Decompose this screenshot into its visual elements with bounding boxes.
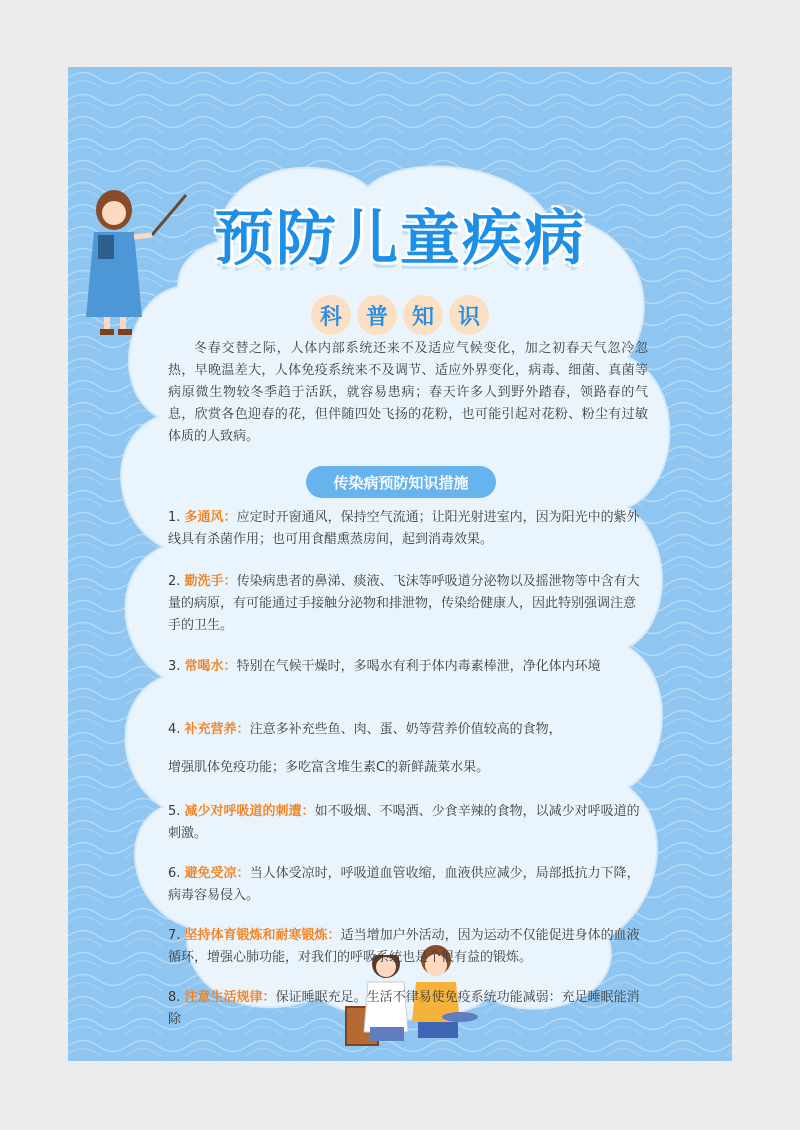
item-text: 应定时开窗通风，保持空气流通；让阳光射进室内，因为阳光中的紫外线具有杀菌作用；也可用食醋熏蒸房间，起到消毒效果。 bbox=[168, 510, 640, 547]
item-label: 常喝水： bbox=[184, 659, 237, 674]
item-number: 6. bbox=[168, 866, 181, 881]
list-item-continued: 增强肌体免疫功能；多吃富含堆生素C的新鲜蔬菜水果。 bbox=[168, 760, 490, 775]
item-label: 减少对呼吸道的刺遭： bbox=[184, 804, 315, 819]
item-text: 保证睡眠充足。生活不律易使免疫系统功能减弱：充足睡眠能消除 bbox=[168, 990, 640, 1027]
intro-paragraph: 冬春交替之际，人体内部系统还来不及适应气候变化，加之初春天气忽冷忽热，早晚温差大，人体免疫系统来不及调节、适应外界变化，病毒、细菌、真菌等病原微生物较冬季趋于活跃，就容易患病；春天许多人到野外踏春，领路春的气息，欣赏各色迎春的花，但伴随四处飞扬的花粉，也可能引起对花粉、粉尘有过敏体质的人致病。 bbox=[168, 341, 648, 444]
item-text: 特别在气候干燥时，多喝水有利于体内毒素棒泄，净化体内环境 bbox=[236, 659, 601, 674]
item-text: 注意多补充些鱼、肉、蛋、奶等营养价值较高的食物， bbox=[249, 722, 562, 737]
subtitle-char: 知 bbox=[403, 295, 443, 335]
list-item bbox=[168, 656, 648, 678]
item-label: 避免受凉： bbox=[184, 866, 250, 881]
item-number: 4. bbox=[168, 722, 181, 737]
page-title: 预防儿童疾病 bbox=[214, 204, 586, 274]
item-label: 多通风： bbox=[184, 510, 237, 525]
list-item bbox=[168, 987, 648, 1031]
item-label: 勤洗手： bbox=[184, 574, 237, 589]
subtitle-char: 识 bbox=[449, 295, 489, 335]
item-number: 7. bbox=[168, 928, 181, 943]
list-item bbox=[168, 863, 648, 907]
item-text: 适当增加户外活动，因为运动不仅能促进身体的血液循环，增强心肺功能，对我们的呼吸系统也是个很有益的锻炼。 bbox=[168, 928, 640, 965]
list-item bbox=[168, 507, 648, 551]
item-number: 3. bbox=[168, 659, 181, 674]
subtitle-char: 普 bbox=[357, 295, 397, 335]
section-title: 传染病预防知识措施 bbox=[306, 466, 496, 498]
item-text: 当人体受凉时，呼吸道血管收缩，血液供应减少，局部抵抗力下降，病毒容易侵入。 bbox=[168, 866, 640, 903]
item-number: 1. bbox=[168, 510, 181, 525]
list-item bbox=[168, 925, 648, 969]
item-number: 8. bbox=[168, 990, 181, 1005]
item-text: 传染病患者的鼻涕、痰液、飞沫等呼吸道分泌物以及摇泄物等中含有大量的病原，有可能通过手接触分泌物和排泄物，传染给健康人，因此特别强调注意手的卫生。 bbox=[168, 574, 640, 633]
item-number: 2. bbox=[168, 574, 181, 589]
subtitle-char: 科 bbox=[311, 295, 351, 335]
item-label: 坚持体育锻炼和耐寒锻炼： bbox=[184, 928, 341, 943]
list-item bbox=[168, 571, 648, 637]
item-number: 5. bbox=[168, 804, 181, 819]
item-label: 注意生活规律： bbox=[184, 990, 276, 1005]
poster bbox=[68, 67, 732, 1061]
item-text: 如不吸烟、不喝酒、少食辛辣的食物，以减少对呼吸道的刺激。 bbox=[168, 804, 640, 841]
list-item bbox=[168, 719, 648, 741]
subtitle-badges bbox=[68, 295, 732, 335]
item-label: 补充营养： bbox=[184, 722, 250, 737]
list-item bbox=[168, 801, 648, 845]
